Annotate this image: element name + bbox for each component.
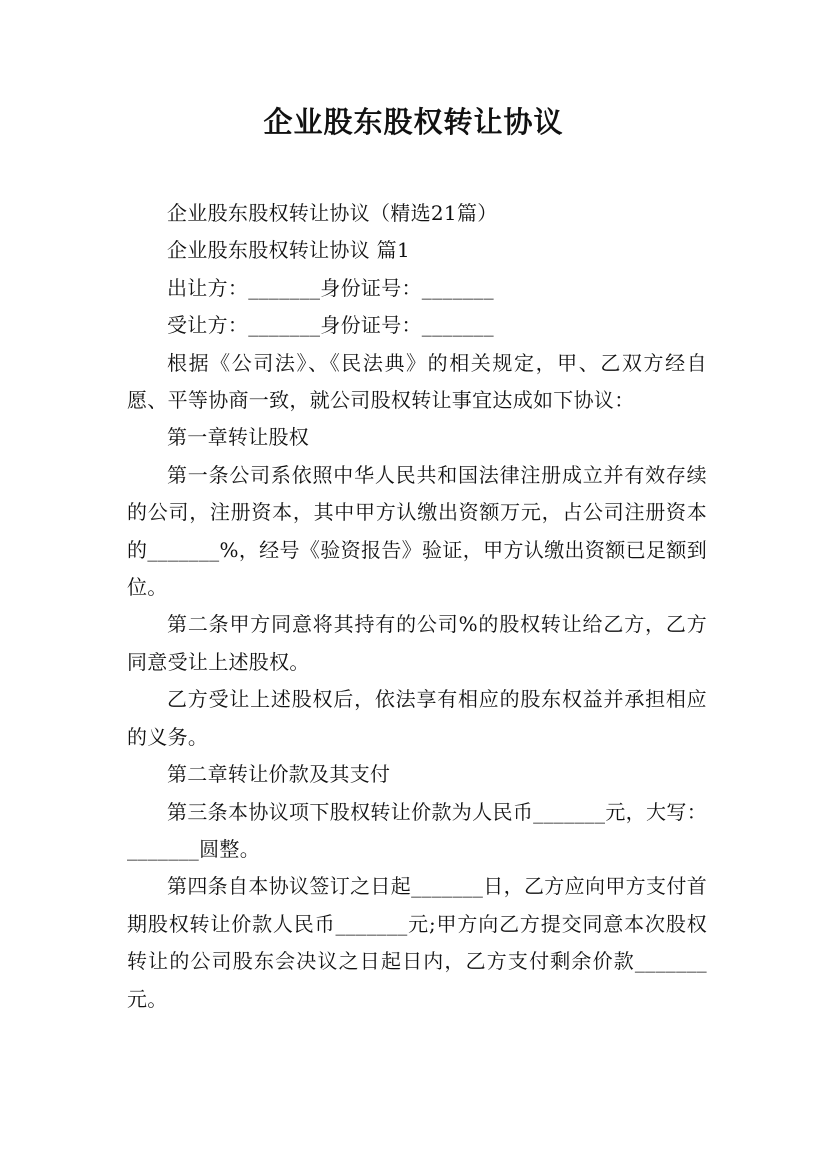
paragraph-chapter-2: 第二章转让价款及其支付 — [167, 762, 391, 787]
paragraph-article-1: 第一条公司系依照中华人民共和国法律注册成立并有效存续的公司，注册资本，其中甲方认缴出资额万元，占公司注册资本的_______%，经号《验资报告》验证，甲方认缴出资额已足额到位。 — [127, 462, 707, 600]
paragraph-preamble: 根据《公司法》、《民法典》的相关规定，甲、乙双方经自愿、平等协商一致，就公司股权转让事宜达成如下协议： — [127, 350, 707, 413]
paragraph-transferor: 出让方：_______身份证号：_______ — [167, 275, 494, 300]
paragraph-article-3: 第三条本协议项下股权转让价款为人民币_______元，大写：_______圆整。 — [127, 799, 707, 861]
document-body — [127, 195, 707, 1018]
paragraph-article-4: 第四条自本协议签订之日起_______日，乙方应向甲方支付首期股权转让价款人民币_______元;甲方向乙方提交同意本次股权转让的公司股东会决议之日起日内，乙方支付剩余价款_______元。 — [127, 874, 707, 1011]
paragraph-chapter-heading: 企业股东股权转让协议 篇1 — [167, 238, 410, 263]
paragraph-subtitle: 企业股东股权转让协议（精选21篇） — [167, 201, 498, 225]
paragraph-chapter-1: 第一章转让股权 — [167, 425, 310, 450]
paragraph-article-2: 第二条甲方同意将其持有的公司%的股权转让给乙方，乙方同意受让上述股权。 — [127, 612, 707, 674]
document-title: 企业股东股权转让协议 — [263, 105, 564, 139]
paragraph-transferee: 受让方：_______身份证号：_______ — [167, 313, 494, 338]
paragraph-article-2-cont: 乙方受让上述股权后，依法享有相应的股东权益并承担相应的义务。 — [127, 687, 707, 749]
